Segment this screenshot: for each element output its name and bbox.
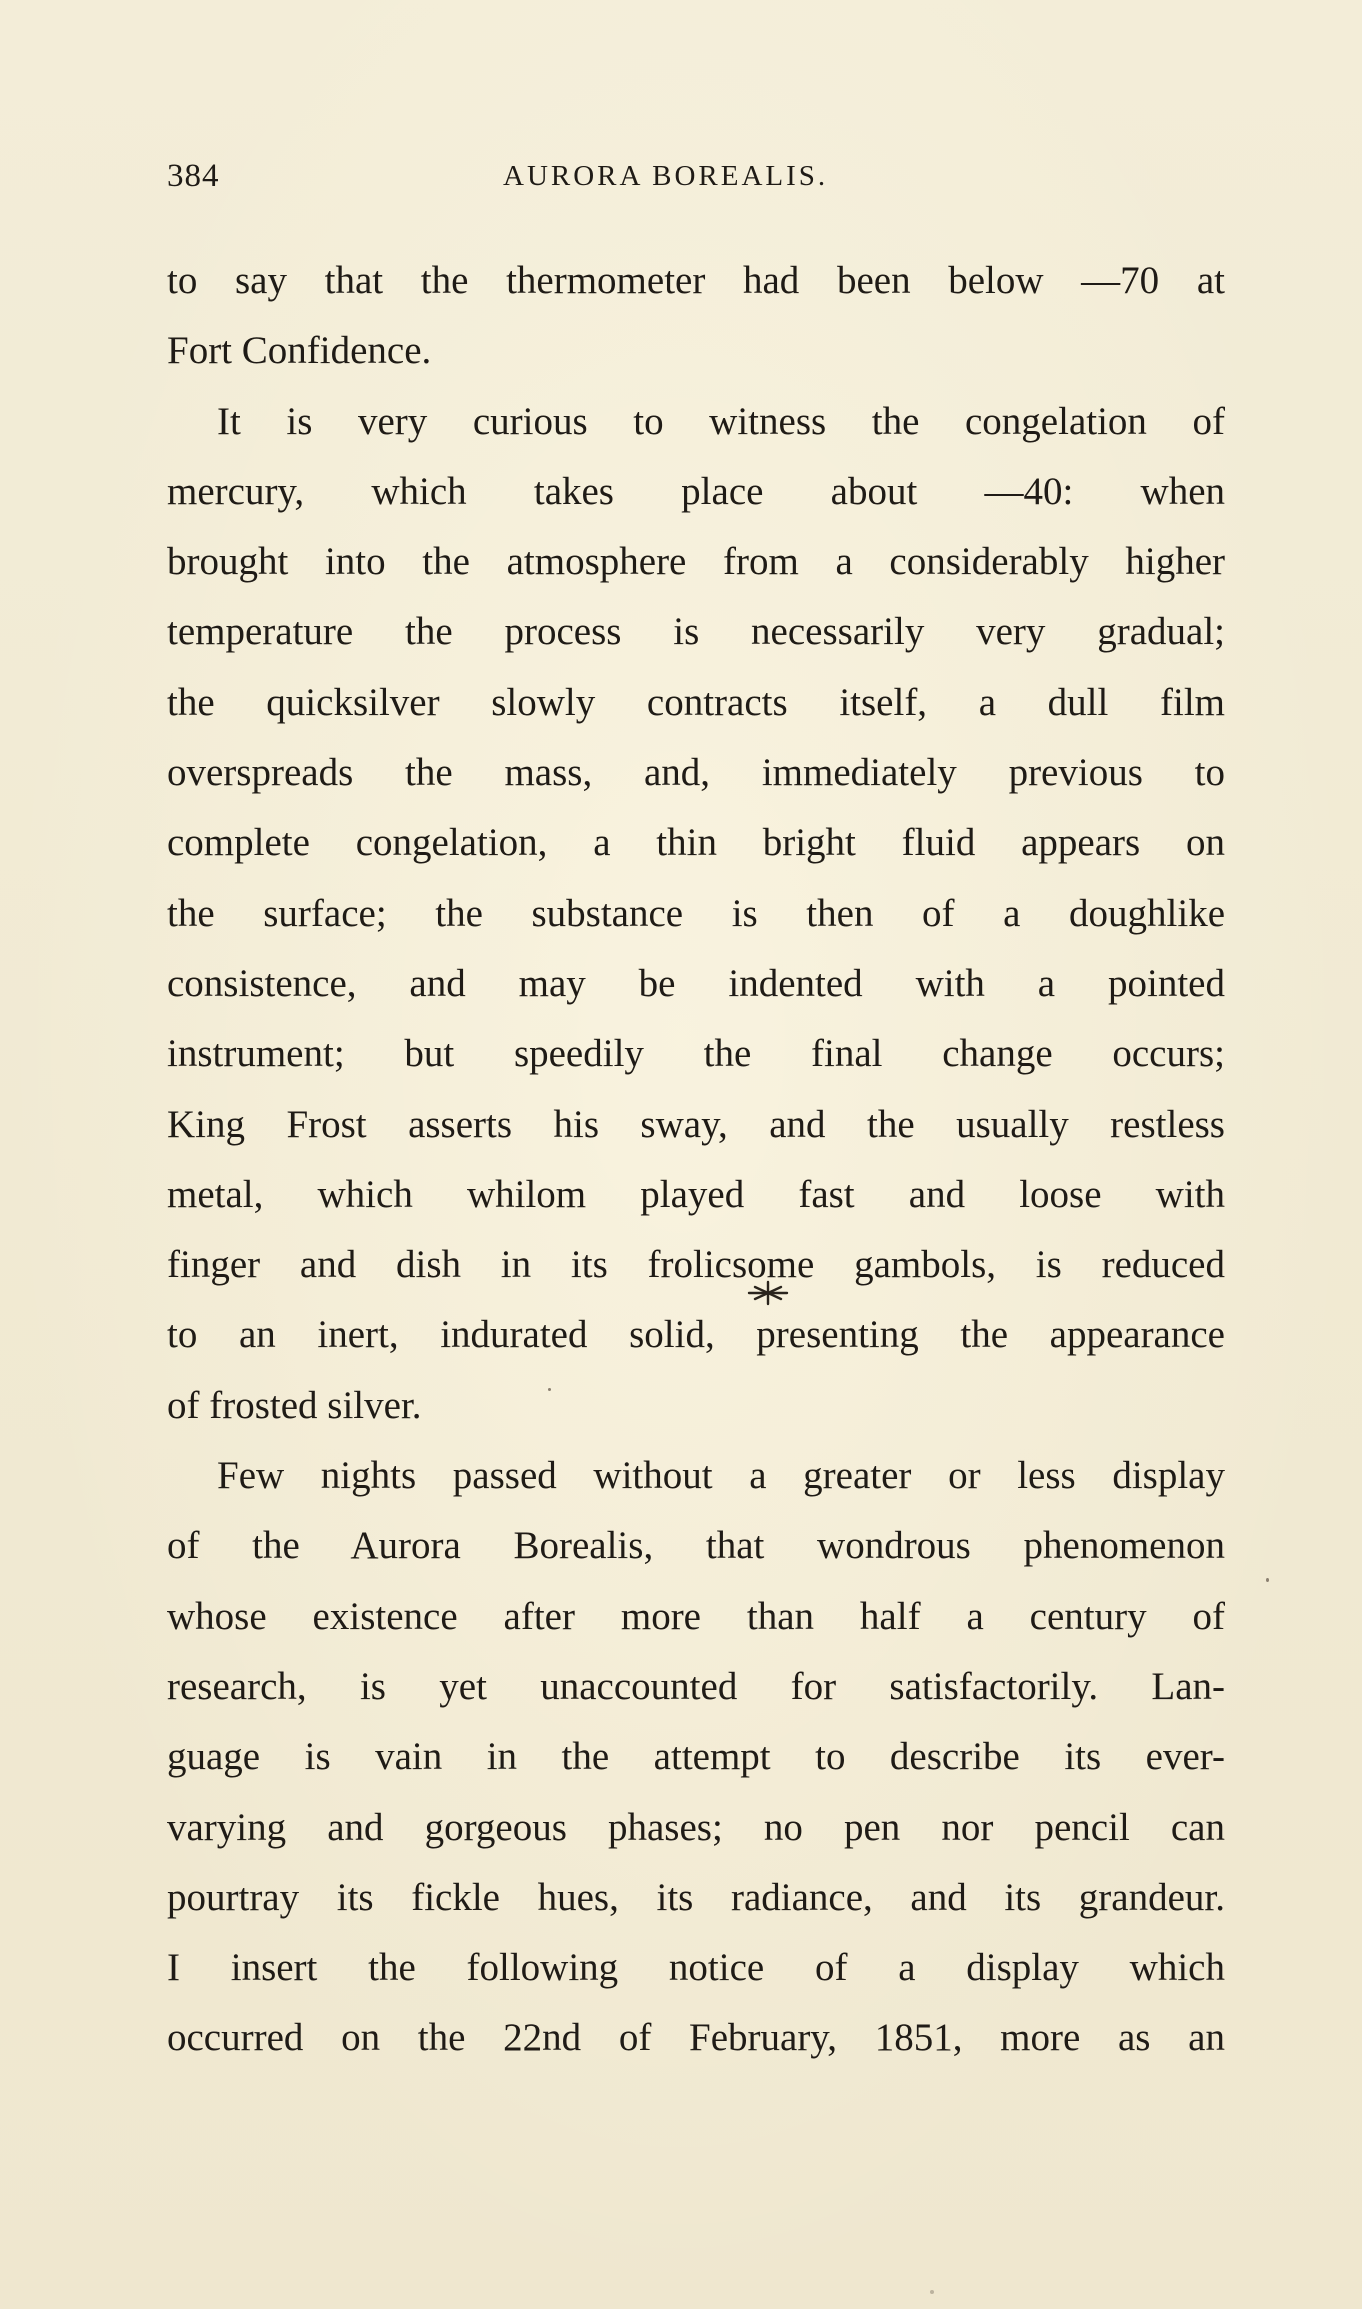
text-line: guage is vain in the attempt to describe its ever- [167,1735,1225,1779]
text-line: of the Aurora Borealis, that wondrous phenomenon [167,1524,1225,1568]
text-line: Few nights passed without a greater or less display [217,1454,1225,1498]
text-line: occurred on the 22nd of February, 1851, more as an [167,2016,1225,2060]
running-head [167,158,1225,202]
text-line: mercury, which takes place about —40: when [167,469,1225,513]
text-line: whose existence after more than half a century of [167,1594,1225,1638]
body-text [167,246,1225,2074]
paper-speck [1266,1578,1269,1582]
text-line: instrument; but speedily the final change occurs; [167,1032,1225,1076]
text-line: complete congelation, a thin bright fluid appears on [167,821,1225,865]
text-line: overspreads the mass, and, immediately previous to [167,751,1225,795]
text-line: to say that the thermometer had been below —70 at [167,259,1225,302]
text-line: King Frost asserts his sway, and the usually restless [167,1102,1225,1146]
text-line: of frosted silver. [167,1383,422,1427]
running-title: AURORA BOREALIS. [503,160,829,192]
text-line: I insert the following notice of a display which [167,1946,1225,1990]
text-line: research, is yet unaccounted for satisfactorily. Lan- [167,1664,1225,1708]
paper-speck [548,1388,551,1391]
text-line: Fort Confidence. [167,329,432,373]
text-line: varying and gorgeous phases; no pen nor pencil can [167,1805,1225,1849]
text-line: It is very curious to witness the congelation of [217,399,1225,443]
asterisk-ornament-icon [743,1278,793,1308]
text-line: brought into the atmosphere from a considerably higher [167,540,1225,584]
text-line: to an inert, indurated solid, presenting the appearance [167,1313,1225,1357]
text-line: metal, which whilom played fast and loose with [167,1172,1225,1216]
text-line: the quicksilver slowly contracts itself, a dull film [167,680,1225,724]
text-line: finger and dish in its frolicsome gambols, is reduced [167,1243,1225,1287]
paper-speck [930,2290,934,2294]
text-line: temperature the process is necessarily very gradual; [167,610,1225,654]
text-line: consistence, and may be indented with a pointed [167,961,1225,1005]
text-line: the surface; the substance is then of a doughlike [167,891,1225,935]
text-line: pourtray its fickle hues, its radiance, and its grandeur. [167,1875,1225,1919]
page-number: 384 [167,158,220,194]
